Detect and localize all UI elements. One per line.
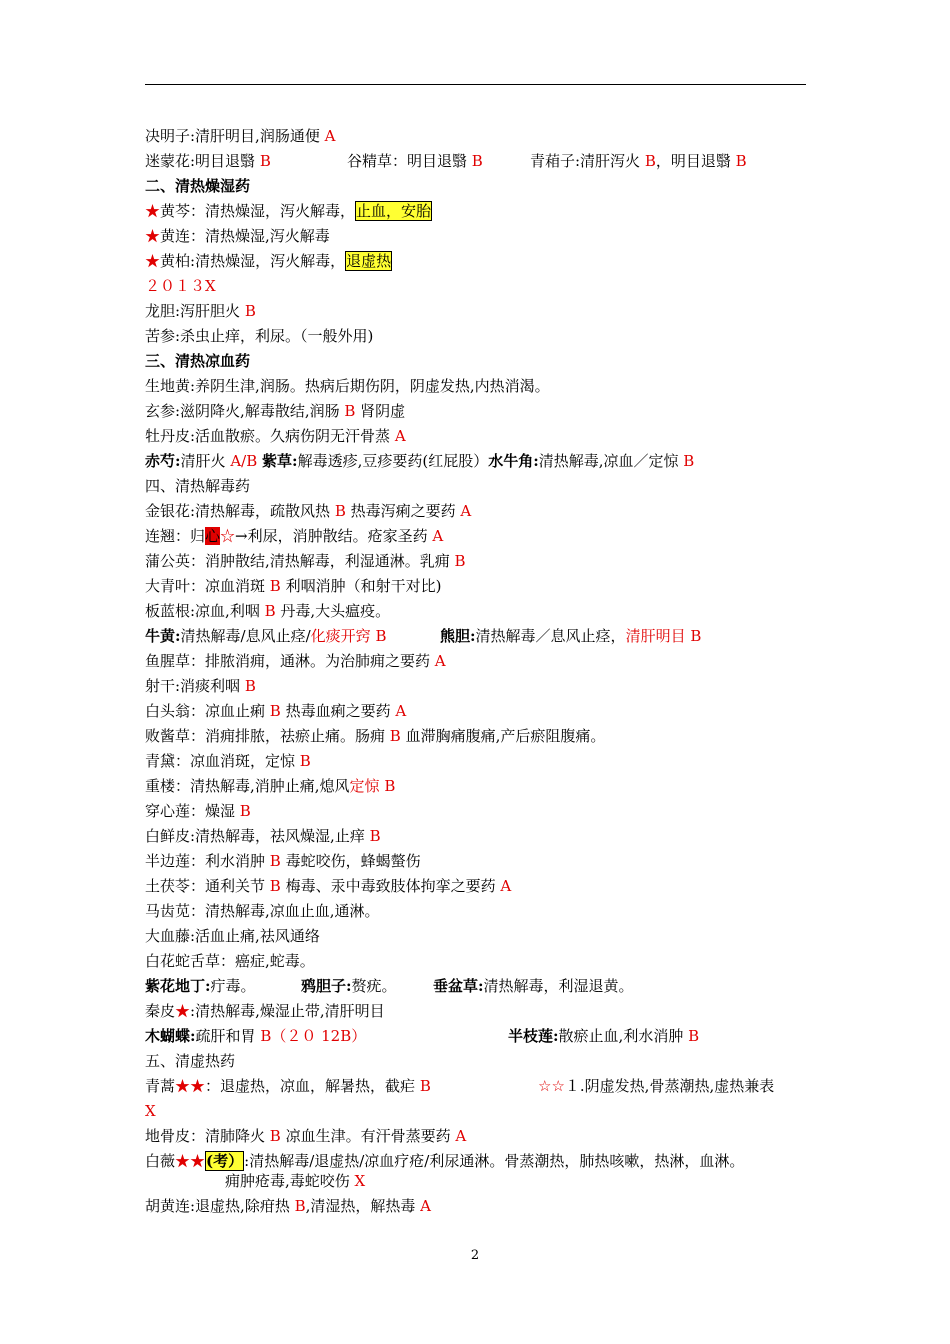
text-segment: 青黛：凉血消斑，定惊 xyxy=(145,752,300,770)
text-segment: B xyxy=(644,152,656,170)
text-segment: 秦皮 xyxy=(145,1002,176,1020)
text-segment: 清热解毒/息风止痉/ xyxy=(180,627,311,645)
text-segment: ☆☆ xyxy=(538,1077,565,1095)
text-segment: X xyxy=(145,1102,156,1120)
text-line xyxy=(145,326,825,346)
text-segment: 三、清热凉血药 xyxy=(145,352,251,370)
text-segment: 决明子:清肝明目,润肠通便 xyxy=(145,127,325,145)
text-segment: ☆ xyxy=(220,527,236,545)
text-segment: 退虚热 xyxy=(346,252,392,270)
text-segment: 黄柏:清热燥湿，泻火解毒， xyxy=(160,252,346,270)
text-line xyxy=(145,1026,825,1046)
text-segment: 赘疣。 xyxy=(351,977,397,995)
text-segment: 化痰开窍 xyxy=(310,627,371,645)
text-segment: B xyxy=(239,802,251,820)
text-segment: ★ xyxy=(175,1002,191,1020)
text-segment: A xyxy=(394,427,406,445)
text-line xyxy=(145,851,825,871)
text-line xyxy=(145,951,825,971)
text-segment: 玄参:滋阴降火,解毒散结,润肠 xyxy=(145,402,345,420)
text-line xyxy=(145,1196,825,1216)
text-segment: 白花蛇舌草：癌症,蛇毒。 xyxy=(145,952,315,970)
text-segment: 血滞胸痛腹痛,产后瘀阻腹痛。 xyxy=(400,727,606,745)
text-segment: 热毒血痢之要药 xyxy=(280,702,396,720)
text-segment: 白头翁：凉血止痢 xyxy=(145,702,270,720)
text-line xyxy=(145,576,825,596)
text-segment: B xyxy=(369,827,381,845)
text-segment: 射干:消痰利咽 xyxy=(145,677,245,695)
text-segment: 牛黄: xyxy=(145,627,181,645)
text-segment: B xyxy=(334,502,346,520)
text-segment: A xyxy=(434,652,446,670)
text-segment: 赤芍: xyxy=(145,452,181,470)
text-segment: 鱼腥草：排脓消痈，通淋。为治肺痈之要药 xyxy=(145,652,435,670)
text-segment: 牡丹皮:活血散瘀。久病伤阴无汗骨蒸 xyxy=(145,427,395,445)
text-segment: B xyxy=(244,302,256,320)
text-segment: B xyxy=(299,752,311,770)
text-segment: ，明目退翳 xyxy=(655,152,736,170)
text-segment: 木蝴蝶: xyxy=(145,1027,196,1045)
text-line xyxy=(145,201,825,221)
text-line xyxy=(145,776,825,796)
text-segment: B xyxy=(683,452,695,470)
text-segment: B xyxy=(454,552,466,570)
text-segment: (考） xyxy=(206,1152,244,1170)
text-segment: A xyxy=(460,502,472,520)
text-segment: 鸦胆子: xyxy=(301,977,352,995)
text-segment: 定惊 B xyxy=(349,777,396,795)
text-segment: X xyxy=(354,1172,366,1190)
text-segment: A xyxy=(455,1127,467,1145)
text-segment: ２０１３X xyxy=(145,277,216,295)
text-segment: 苦参:杀虫止痒，利尿。（一般外用) xyxy=(145,327,374,345)
text-segment: 板蓝根:凉血,利咽 xyxy=(145,602,265,620)
text-line xyxy=(145,626,825,646)
text-segment: 白鲜皮:清热解毒，祛风燥湿,止痒 xyxy=(145,827,370,845)
text-segment: ★★ xyxy=(175,1077,206,1095)
text-line xyxy=(145,751,825,771)
text-line xyxy=(145,1076,825,1096)
text-line xyxy=(145,176,825,196)
text-line xyxy=(145,726,825,746)
text-line xyxy=(145,601,825,621)
text-segment: 毒蛇咬伤，蜂蝎螫伤 xyxy=(280,852,421,870)
text-segment: B xyxy=(735,152,747,170)
text-segment: 热毒泻痢之要药 xyxy=(345,502,461,520)
text-segment: B xyxy=(294,1197,306,1215)
text-line xyxy=(145,801,825,821)
text-segment: B xyxy=(375,627,387,645)
text-segment: A/B xyxy=(230,452,258,470)
text-segment: 心 xyxy=(205,527,221,545)
text-line xyxy=(145,1101,825,1121)
text-line xyxy=(145,926,825,946)
text-segment: 半枝莲: xyxy=(508,1027,559,1045)
text-line xyxy=(145,901,825,921)
text-segment: 马齿苋：清热解毒,凉血止血,通淋。 xyxy=(145,902,380,920)
text-line xyxy=(145,376,825,396)
text-line xyxy=(145,1151,825,1171)
text-segment: 青蒿 xyxy=(145,1077,176,1095)
text-line xyxy=(145,451,825,471)
text-segment: 半边莲：利水消肿 xyxy=(145,852,270,870)
text-segment: B xyxy=(269,702,281,720)
text-line xyxy=(145,651,825,671)
text-segment: 青葙子:清肝泻火 xyxy=(530,152,645,170)
text-segment: 水牛角: xyxy=(488,452,539,470)
text-line xyxy=(145,551,825,571)
text-segment: 利咽消肿（和射干对比) xyxy=(280,577,442,595)
text-segment: B xyxy=(259,152,271,170)
page-number: 2 xyxy=(470,1248,480,1263)
text-line xyxy=(145,276,825,296)
text-segment: 迷蒙花:明目退翳 xyxy=(145,152,260,170)
text-segment: ★ xyxy=(145,202,161,220)
text-segment: A xyxy=(500,877,512,895)
text-segment: 熊胆: xyxy=(440,627,476,645)
text-segment: 大血藤:活血止痛,祛风通络 xyxy=(145,927,320,945)
text-segment: 痈肿疮毒,毒蛇咬伤 xyxy=(225,1172,355,1190)
text-segment: 清热解毒／息风止痉， xyxy=(475,627,626,645)
text-segment: B xyxy=(471,152,483,170)
text-line xyxy=(145,976,825,996)
text-segment: B xyxy=(269,577,281,595)
text-segment: ★ xyxy=(145,227,161,245)
text-line xyxy=(145,501,825,521)
text-segment: 清热解毒,凉血／定惊 xyxy=(538,452,684,470)
text-line xyxy=(145,151,825,171)
text-segment: ★★ xyxy=(175,1152,206,1170)
text-segment: 黄连：清热燥湿,泻火解毒 xyxy=(160,227,330,245)
text-segment: 凉血生津。有汗骨蒸要药 xyxy=(280,1127,456,1145)
text-segment: 蒲公英：消肿散结,清热解毒，利湿通淋。乳痈 xyxy=(145,552,455,570)
text-segment: B xyxy=(264,602,276,620)
text-segment: 止血，安胎 xyxy=(356,202,432,220)
text-segment: 肾阴虚 xyxy=(355,402,406,420)
text-segment: B xyxy=(244,677,256,695)
text-line xyxy=(225,1171,905,1191)
text-segment: B xyxy=(269,877,281,895)
text-segment: A xyxy=(395,702,407,720)
text-line xyxy=(145,126,825,146)
text-segment: 疔毒。 xyxy=(210,977,256,995)
text-segment: 黄芩：清热燥湿，泻火解毒， xyxy=(160,202,356,220)
text-segment: B（２０ 12B） xyxy=(260,1027,367,1045)
text-segment: ★ xyxy=(145,252,161,270)
header-rule xyxy=(145,84,806,85)
text-segment: 丹毒,大头瘟疫。 xyxy=(275,602,391,620)
text-segment: ,清湿热，解热毒 xyxy=(305,1197,421,1215)
text-segment: 白薇 xyxy=(145,1152,176,1170)
text-segment: 生地黄:养阴生津,润肠。热病后期伤阴，阴虚发热,内热消渴。 xyxy=(145,377,550,395)
text-segment: 败酱草：消痈排脓，祛瘀止痛。肠痈 xyxy=(145,727,390,745)
text-segment: 四、清热解毒药 xyxy=(145,477,251,495)
text-segment: A xyxy=(324,127,336,145)
text-line xyxy=(145,1001,825,1021)
text-segment: 清肝火 xyxy=(180,452,231,470)
text-line xyxy=(145,426,825,446)
text-segment: B xyxy=(344,402,356,420)
text-segment: B xyxy=(269,1127,281,1145)
text-segment: B xyxy=(269,852,281,870)
text-segment: 梅毒、汞中毒致肢体拘挛之要药 xyxy=(280,877,501,895)
text-line xyxy=(145,476,825,496)
text-segment: 清热解毒，利湿退黄。 xyxy=(483,977,634,995)
text-segment: 谷精草：明目退翳 xyxy=(347,152,472,170)
text-segment: ：退虚热，凉血，解暑热，截疟 xyxy=(205,1077,420,1095)
text-segment: 龙胆:泻肝胆火 xyxy=(145,302,245,320)
text-line xyxy=(145,301,825,321)
text-line xyxy=(145,826,825,846)
text-segment: B xyxy=(389,727,401,745)
text-line xyxy=(145,351,825,371)
text-segment: 紫花地丁: xyxy=(145,977,211,995)
text-segment: 金银花:清热解毒，疏散风热 xyxy=(145,502,335,520)
text-segment: 疏肝和胃 xyxy=(195,1027,261,1045)
text-segment: →利尿，消肿散结。疮家圣药 xyxy=(235,527,433,545)
text-segment: 重楼：清热解毒,消肿止痛,熄风 xyxy=(145,777,350,795)
text-segment: A xyxy=(420,1197,432,1215)
text-segment: A xyxy=(432,527,444,545)
text-segment: 紫草: xyxy=(262,452,298,470)
text-line xyxy=(145,401,825,421)
text-segment: 胡黄连:退虚热,除疳热 xyxy=(145,1197,295,1215)
text-line xyxy=(145,1126,825,1146)
text-segment: :清热解毒/退虚热/凉血疗疮/利尿通淋。骨蒸潮热，肺热咳嗽，热淋，血淋。 xyxy=(244,1152,745,1170)
text-line xyxy=(145,1051,825,1071)
text-segment: 土茯苓：通利关节 xyxy=(145,877,270,895)
text-segment: B xyxy=(688,1027,700,1045)
text-segment: 五、清虚热药 xyxy=(145,1052,236,1070)
text-segment: 清肝明目 B xyxy=(625,627,702,645)
text-segment: 散瘀止血,利水消肿 xyxy=(558,1027,689,1045)
text-line xyxy=(145,226,825,246)
text-segment: :清热解毒,燥湿止带,清肝明目 xyxy=(190,1002,385,1020)
text-line xyxy=(145,251,825,271)
text-segment: 二、清热燥湿药 xyxy=(145,177,251,195)
text-segment: １.阴虚发热,骨蒸潮热,虚热兼表 xyxy=(564,1077,775,1095)
text-line xyxy=(145,676,825,696)
text-segment: 连翘：归 xyxy=(145,527,206,545)
text-segment: 地骨皮：清肺降火 xyxy=(145,1127,270,1145)
text-line xyxy=(145,876,825,896)
text-segment: 大青叶：凉血消斑 xyxy=(145,577,270,595)
text-segment: 垂盆草: xyxy=(433,977,484,995)
text-line xyxy=(145,526,825,546)
text-line xyxy=(145,701,825,721)
text-segment: 解毒透疹,豆疹要药(红屁股） xyxy=(297,452,489,470)
text-segment: 穿心莲：燥湿 xyxy=(145,802,240,820)
text-segment: B xyxy=(419,1077,431,1095)
